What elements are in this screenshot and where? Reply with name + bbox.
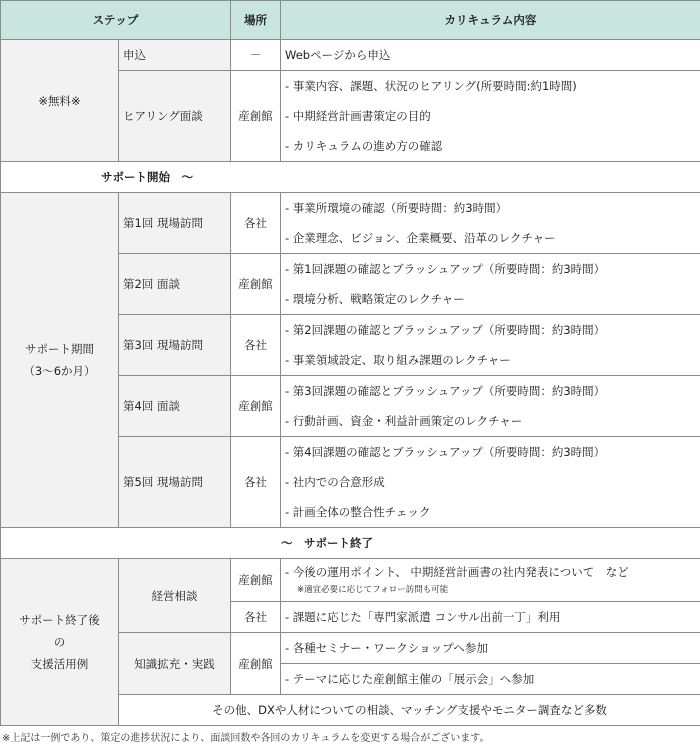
header-content: カリキュラム内容 (281, 1, 700, 40)
header-place: 場所 (231, 1, 281, 40)
consult-place: 産創館 (231, 559, 281, 602)
apply-content: Webページから申込 (285, 40, 696, 70)
visit-line: - 企業理念、ビジョン、企業概要、沿革のレクチャー (285, 223, 696, 253)
hearing-line: - 事業内容、課題、状況のヒアリング(所要時間:約1時間) (285, 71, 696, 101)
visit-place: 産創館 (231, 376, 281, 437)
support-start-label: サポート開始 ～ (1, 162, 700, 193)
visit-line: - 事業所環境の確認（所要時間：約3時間） (285, 193, 696, 223)
other-support: その他、DXや人材についての相談、マッチング支援やモニター調査など多数 (119, 695, 700, 726)
visit-label: 第1回 現場訪問 (119, 193, 231, 254)
visit-label: 第4回 面談 (119, 376, 231, 437)
consult-note: ※適宜必要に応じてフォロー訪問も可能 (285, 583, 696, 601)
support-period-duration: （3～6か月） (23, 364, 95, 378)
apply-label: 申込 (119, 40, 231, 71)
knowledge-line: - テーマに応じた産創館主催の「展示会」へ参加 (285, 664, 696, 694)
support-period-title: サポート期間 (25, 342, 94, 356)
apply-place: － (231, 40, 281, 71)
support-end-label: ～ サポート終了 (1, 528, 700, 559)
support-period-label (1, 193, 119, 528)
visit-label: 第3回 現場訪問 (119, 315, 231, 376)
visit-label: 第2回 面談 (119, 254, 231, 315)
visit-line: - 第3回課題の確認とブラッシュアップ（所要時間：約3時間） (285, 376, 696, 406)
apply-row (1, 40, 700, 71)
visit-line: - 計画全体の整合性チェック (285, 497, 696, 527)
visit-place: 産創館 (231, 254, 281, 315)
after-support-label (1, 559, 119, 726)
visit-row (1, 193, 700, 254)
visit-line: - 第4回課題の確認とブラッシュアップ（所要時間：約3時間） (285, 437, 696, 467)
header-step: ステップ (1, 1, 231, 40)
consult-line: - 今後の運用ポイント、 中期経営計画書の社内発表について など (285, 559, 696, 583)
hearing-line: - 中期経営計画書策定の目的 (285, 101, 696, 131)
consult-place: 各社 (231, 602, 281, 633)
visit-line: - 第1回課題の確認とブラッシュアップ（所要時間：約3時間） (285, 254, 696, 284)
knowledge-line: - 各種セミナー・ワークショップへ参加 (285, 633, 696, 663)
visit-line: - 環境分析、戦略策定のレクチャー (285, 284, 696, 314)
consult-line: - 課題に応じた「専門家派遣 コンサル出前一丁」利用 (285, 602, 696, 632)
visit-line: - 社内での合意形成 (285, 467, 696, 497)
visit-place: 各社 (231, 193, 281, 254)
hearing-line: - カリキュラムの進め方の確認 (285, 131, 696, 161)
visit-line: - 事業領域設定、取り組み課題のレクチャー (285, 345, 696, 375)
support-end-row (1, 528, 700, 559)
after-support-line: サポート終了後 (19, 613, 100, 627)
visit-line: - 第2回課題の確認とブラッシュアップ（所要時間：約3時間） (285, 315, 696, 345)
footnote: ※上記は一例であり、策定の進捗状況により、面談回数や各回のカリキュラムを変更する場合がございます。 (0, 726, 700, 747)
after-support-line: の (54, 635, 66, 649)
support-start-row (1, 162, 700, 193)
consult-label: 経営相談 (119, 559, 231, 633)
hearing-label: ヒアリング面談 (119, 71, 231, 162)
visit-place: 各社 (231, 315, 281, 376)
knowledge-label: 知識拡充・実践 (119, 633, 231, 695)
hearing-place: 産創館 (231, 71, 281, 162)
free-label: ※無料※ (1, 40, 119, 162)
visit-label: 第5回 現場訪問 (119, 437, 231, 528)
visit-place: 各社 (231, 437, 281, 528)
knowledge-place: 産創館 (231, 633, 281, 695)
visit-line: - 行動計画、資金・利益計画策定のレクチャー (285, 406, 696, 436)
header-row (1, 1, 700, 40)
after-support-line: 支援活用例 (31, 657, 89, 671)
consult-row (1, 559, 700, 602)
